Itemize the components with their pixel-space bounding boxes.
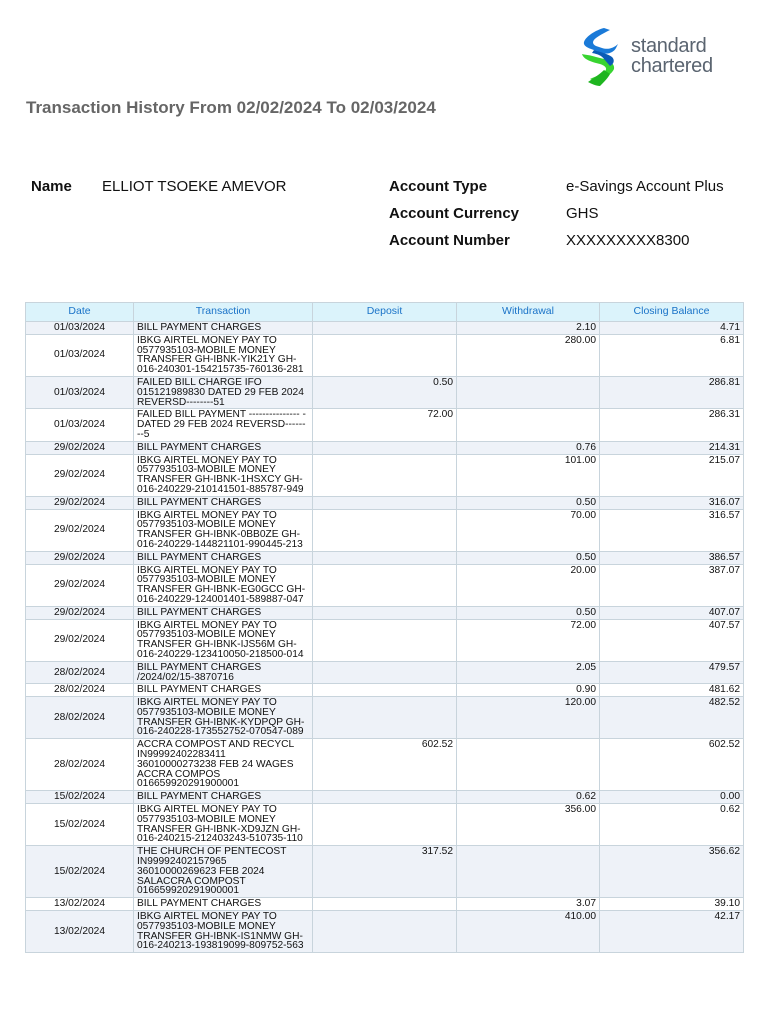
table-row (26, 911, 744, 953)
name-label: Name (31, 178, 72, 195)
row-deposit (313, 496, 457, 509)
transaction-table (25, 302, 744, 953)
row-deposit (313, 697, 457, 739)
row-closing-balance: 481.62 (600, 684, 744, 697)
row-transaction: THE CHURCH OF PENTECOST IN99992402157965 36010000269623 FEB 2024 SALACCRA COMPOST 016659920291900001 (134, 846, 313, 898)
table-row (26, 898, 744, 911)
row-withdrawal: 70.00 (457, 509, 600, 551)
row-closing-balance: 482.52 (600, 697, 744, 739)
row-date: 29/02/2024 (26, 564, 134, 606)
row-transaction: IBKG AIRTEL MONEY PAY TO 0577935103-MOBILE MONEY TRANSFER GH-IBNK-1HSXCY GH- 016-240229-210141501-885787-949 (134, 454, 313, 496)
row-closing-balance: 602.52 (600, 739, 744, 791)
row-withdrawal (457, 409, 600, 441)
row-withdrawal (457, 739, 600, 791)
column-header-closing-balance: Closing Balance (600, 303, 744, 322)
row-closing-balance: 386.57 (600, 551, 744, 564)
row-transaction: FAILED BILL CHARGE IFO 015121989830 DATED 29 FEB 2024 REVERSD--------51 (134, 376, 313, 408)
page-title: Transaction History From 02/02/2024 To 02/03/2024 (26, 98, 436, 117)
row-closing-balance: 316.07 (600, 496, 744, 509)
row-deposit (313, 441, 457, 454)
row-date: 01/03/2024 (26, 376, 134, 408)
row-closing-balance: 214.31 (600, 441, 744, 454)
row-withdrawal (457, 376, 600, 408)
row-date: 01/03/2024 (26, 409, 134, 441)
row-date: 15/02/2024 (26, 846, 134, 898)
row-deposit (313, 619, 457, 661)
row-closing-balance: 407.07 (600, 606, 744, 619)
row-transaction: BILL PAYMENT CHARGES (134, 684, 313, 697)
table-row (26, 551, 744, 564)
row-withdrawal: 2.10 (457, 322, 600, 335)
row-deposit (313, 509, 457, 551)
row-withdrawal (457, 846, 600, 898)
table-row (26, 697, 744, 739)
row-transaction: BILL PAYMENT CHARGES (134, 606, 313, 619)
row-date: 15/02/2024 (26, 804, 134, 846)
row-transaction: IBKG AIRTEL MONEY PAY TO 0577935103-MOBILE MONEY TRANSFER GH-IBNK-IS1NMW GH- 016-240213-193819099-809752-563 (134, 911, 313, 953)
account-type-value: e-Savings Account Plus (566, 178, 724, 195)
column-header-transaction: Transaction (134, 303, 313, 322)
row-deposit (313, 661, 457, 684)
table-row (26, 376, 744, 408)
row-date: 13/02/2024 (26, 898, 134, 911)
row-closing-balance: 286.31 (600, 409, 744, 441)
row-transaction: BILL PAYMENT CHARGES /2024/02/15-3870716 (134, 661, 313, 684)
column-header-date: Date (26, 303, 134, 322)
table-row (26, 846, 744, 898)
row-date: 28/02/2024 (26, 697, 134, 739)
column-header-withdrawal: Withdrawal (457, 303, 600, 322)
row-closing-balance: 6.81 (600, 334, 744, 376)
table-row (26, 454, 744, 496)
row-transaction: IBKG AIRTEL MONEY PAY TO 0577935103-MOBILE MONEY TRANSFER GH-IBNK-IJS56M GH- 016-240229-123410050-218500-014 (134, 619, 313, 661)
account-currency-value: GHS (566, 205, 599, 222)
row-closing-balance: 316.57 (600, 509, 744, 551)
row-closing-balance: 215.07 (600, 454, 744, 496)
row-date: 29/02/2024 (26, 454, 134, 496)
row-transaction: BILL PAYMENT CHARGES (134, 496, 313, 509)
row-transaction: BILL PAYMENT CHARGES (134, 551, 313, 564)
row-transaction: ACCRA COMPOST AND RECYCL IN99992402283411 36010000273238 FEB 24 WAGES ACCRA COMPOS 016659920291900001 (134, 739, 313, 791)
row-withdrawal: 0.76 (457, 441, 600, 454)
row-transaction: BILL PAYMENT CHARGES (134, 322, 313, 335)
transaction-rows (26, 322, 744, 953)
row-withdrawal: 410.00 (457, 911, 600, 953)
row-transaction: IBKG AIRTEL MONEY PAY TO 0577935103-MOBILE MONEY TRANSFER GH-IBNK-XD9JZN GH- 016-240215-212403243-510735-110 (134, 804, 313, 846)
row-date: 29/02/2024 (26, 606, 134, 619)
row-deposit (313, 911, 457, 953)
row-date: 29/02/2024 (26, 619, 134, 661)
row-transaction: IBKG AIRTEL MONEY PAY TO 0577935103-MOBILE MONEY TRANSFER GH-IBNK-0BB0ZE GH- 016-240229-144821101-990445-213 (134, 509, 313, 551)
table-row (26, 409, 744, 441)
row-withdrawal: 0.50 (457, 606, 600, 619)
row-closing-balance: 387.07 (600, 564, 744, 606)
row-deposit (313, 322, 457, 335)
standard-chartered-logo-icon (574, 24, 630, 90)
table-row (26, 322, 744, 335)
row-closing-balance: 42.17 (600, 911, 744, 953)
row-closing-balance: 0.62 (600, 804, 744, 846)
account-holder-name: ELLIOT TSOEKE AMEVOR (102, 178, 287, 195)
logo-line-1: standard (631, 35, 707, 57)
table-row (26, 661, 744, 684)
row-deposit (313, 898, 457, 911)
row-date: 29/02/2024 (26, 496, 134, 509)
row-withdrawal: 2.05 (457, 661, 600, 684)
row-transaction: FAILED BILL PAYMENT --------------- - DATED 29 FEB 2024 REVERSD------ --5 (134, 409, 313, 441)
row-date: 29/02/2024 (26, 441, 134, 454)
row-deposit (313, 564, 457, 606)
row-date: 29/02/2024 (26, 509, 134, 551)
row-transaction: IBKG AIRTEL MONEY PAY TO 0577935103-MOBILE MONEY TRANSFER GH-IBNK-YIK21Y GH- 016-240301-154215735-760136-281 (134, 334, 313, 376)
row-withdrawal: 0.50 (457, 496, 600, 509)
row-withdrawal: 280.00 (457, 334, 600, 376)
table-row (26, 791, 744, 804)
row-transaction: BILL PAYMENT CHARGES (134, 791, 313, 804)
bank-logo (574, 24, 744, 90)
logo-wordmark (631, 36, 713, 76)
row-date: 29/02/2024 (26, 551, 134, 564)
account-number-value: XXXXXXXXX8300 (566, 232, 690, 249)
row-deposit (313, 334, 457, 376)
row-closing-balance: 39.10 (600, 898, 744, 911)
table-row (26, 606, 744, 619)
row-date: 01/03/2024 (26, 334, 134, 376)
row-closing-balance: 0.00 (600, 791, 744, 804)
row-withdrawal: 356.00 (457, 804, 600, 846)
row-closing-balance: 479.57 (600, 661, 744, 684)
row-date: 28/02/2024 (26, 739, 134, 791)
row-withdrawal: 0.50 (457, 551, 600, 564)
row-withdrawal: 20.00 (457, 564, 600, 606)
row-date: 01/03/2024 (26, 322, 134, 335)
row-deposit (313, 804, 457, 846)
column-header-deposit: Deposit (313, 303, 457, 322)
row-withdrawal: 101.00 (457, 454, 600, 496)
row-transaction: IBKG AIRTEL MONEY PAY TO 0577935103-MOBILE MONEY TRANSFER GH-IBNK-KYDPQP GH- 016-240228-173552752-070547-089 (134, 697, 313, 739)
logo-line-2: chartered (631, 55, 713, 77)
account-type-label: Account Type (389, 178, 488, 195)
row-deposit (313, 551, 457, 564)
row-deposit (313, 606, 457, 619)
account-currency-label: Account Currency (389, 205, 520, 222)
row-deposit (313, 684, 457, 697)
row-transaction: BILL PAYMENT CHARGES (134, 898, 313, 911)
row-deposit: 602.52 (313, 739, 457, 791)
row-closing-balance: 407.57 (600, 619, 744, 661)
row-withdrawal: 120.00 (457, 697, 600, 739)
row-deposit (313, 454, 457, 496)
table-row (26, 619, 744, 661)
row-withdrawal: 0.62 (457, 791, 600, 804)
row-deposit: 0.50 (313, 376, 457, 408)
row-transaction: IBKG AIRTEL MONEY PAY TO 0577935103-MOBILE MONEY TRANSFER GH-IBNK-EG0GCC GH- 016-240229-124001401-589887-047 (134, 564, 313, 606)
row-date: 28/02/2024 (26, 661, 134, 684)
table-row (26, 441, 744, 454)
table-row (26, 496, 744, 509)
row-date: 15/02/2024 (26, 791, 134, 804)
account-number-label: Account Number (389, 232, 510, 249)
row-deposit (313, 791, 457, 804)
row-date: 13/02/2024 (26, 911, 134, 953)
row-transaction: BILL PAYMENT CHARGES (134, 441, 313, 454)
table-row (26, 684, 744, 697)
row-closing-balance: 286.81 (600, 376, 744, 408)
row-deposit: 317.52 (313, 846, 457, 898)
table-row (26, 334, 744, 376)
row-withdrawal: 3.07 (457, 898, 600, 911)
table-row (26, 739, 744, 791)
row-closing-balance: 356.62 (600, 846, 744, 898)
row-deposit: 72.00 (313, 409, 457, 441)
table-row (26, 509, 744, 551)
row-withdrawal: 0.90 (457, 684, 600, 697)
table-header-row (26, 303, 744, 322)
table-row (26, 564, 744, 606)
row-withdrawal: 72.00 (457, 619, 600, 661)
table-row (26, 804, 744, 846)
row-closing-balance: 4.71 (600, 322, 744, 335)
row-date: 28/02/2024 (26, 684, 134, 697)
